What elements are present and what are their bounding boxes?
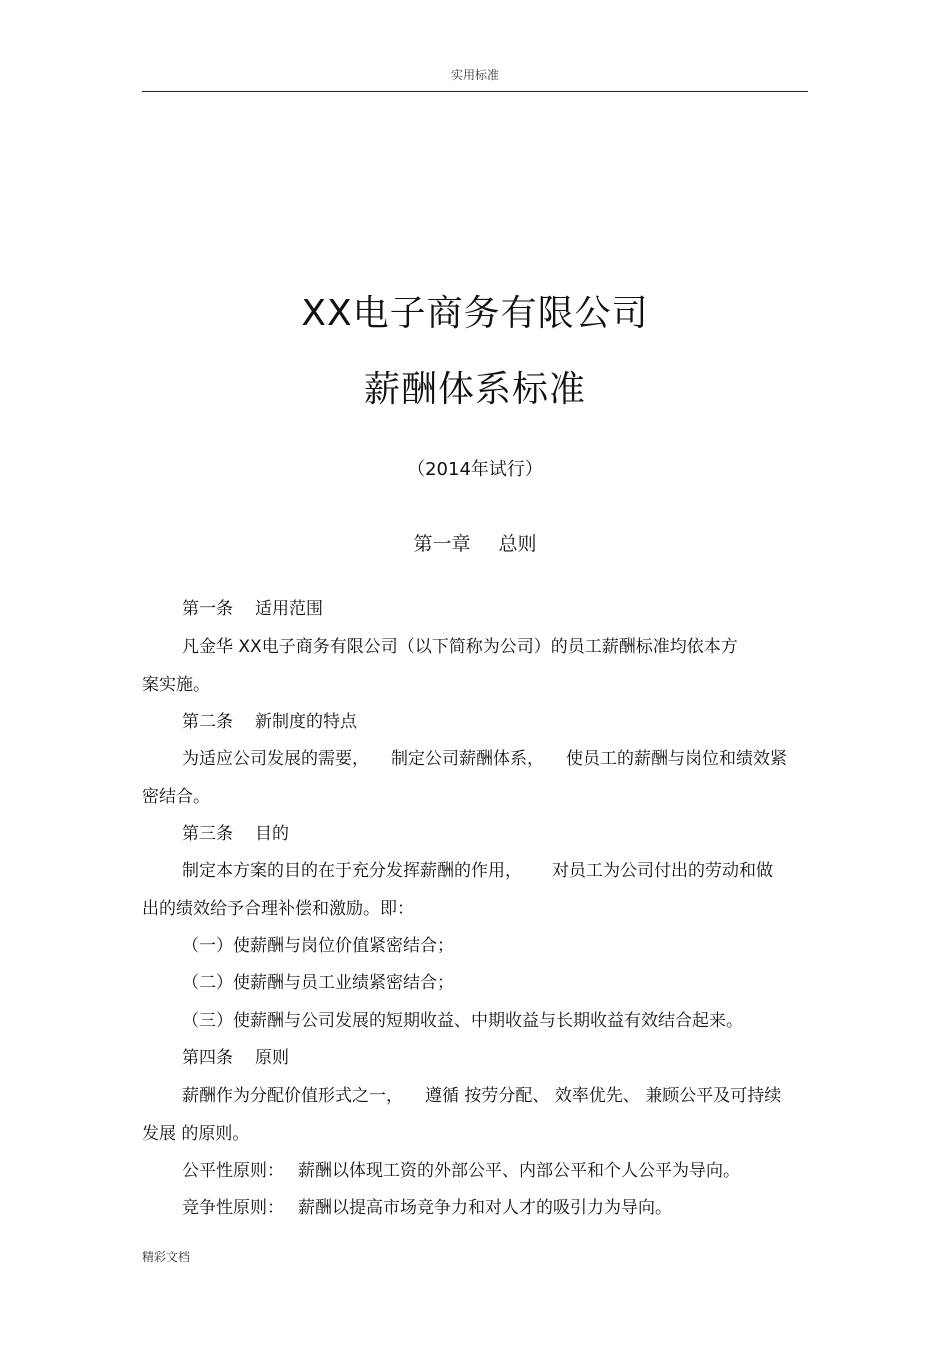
article-3-name: 目的 <box>255 824 289 844</box>
chapter-name: 总则 <box>498 533 537 555</box>
article-3-number: 第三条 <box>182 824 233 844</box>
document-title-company: XX电子商务有限公司 <box>301 293 649 334</box>
article-1-number: 第一条 <box>182 599 233 619</box>
article-3-heading <box>182 822 289 846</box>
document-trial-note: （2014年试行） <box>407 459 543 480</box>
article-4-heading <box>182 1046 289 1070</box>
article-4-text-b: 遵循 按劳分配、 效率优先、 兼顾公平及可持续 <box>425 1086 782 1106</box>
article-3-list-item-2: （二）使薪酬与员工业绩紧密结合； <box>182 973 454 993</box>
competitiveness-principle <box>182 1196 672 1220</box>
article-4-number: 第四条 <box>182 1048 233 1068</box>
page-header: 实用标准 <box>450 68 499 82</box>
article-4-paragraph-line2: 发展 的原则。 <box>142 1124 250 1144</box>
article-1-paragraph-line1: 凡金华 XX电子商务有限公司（以下简称为公司）的员工薪酬标准均依本方 <box>182 637 738 657</box>
article-2-heading <box>182 710 357 734</box>
page-footer: 精彩文档 <box>142 1250 191 1264</box>
article-2-paragraph-line1 <box>182 747 787 771</box>
chapter-number: 第一章 <box>413 533 471 555</box>
competitiveness-principle-label: 竞争性原则： <box>182 1198 284 1218</box>
article-4-name: 原则 <box>255 1048 289 1068</box>
article-2-name: 新制度的特点 <box>255 712 357 732</box>
article-3-text-a: 制定本方案的目的在于充分发挥薪酬的作用， <box>182 861 522 881</box>
header-divider <box>142 91 808 92</box>
fairness-principle-label: 公平性原则： <box>182 1161 284 1181</box>
article-1-name: 适用范围 <box>255 599 323 619</box>
article-3-list-item-3: （三）使薪酬与公司发展的短期收益、中期收益与长期收益有效结合起来。 <box>182 1011 743 1031</box>
competitiveness-principle-text: 薪酬以提高市场竞争力和对人才的吸引力为导向。 <box>298 1198 672 1218</box>
chapter-heading <box>0 529 950 556</box>
article-4-paragraph-line1 <box>182 1084 781 1108</box>
document-title-main: 薪酬体系标准 <box>363 369 586 410</box>
fairness-principle-text: 薪酬以体现工资的外部公平、内部公平和个人公平为导向。 <box>298 1161 740 1181</box>
article-3-paragraph-line1 <box>182 859 773 883</box>
article-2-paragraph-line2: 密结合。 <box>142 787 210 807</box>
article-2-text-b: 制定公司薪酬体系， <box>391 749 544 769</box>
article-2-text-a: 为适应公司发展的需要， <box>182 749 369 769</box>
article-2-text-c: 使员工的薪酬与岗位和绩效紧 <box>566 749 787 769</box>
article-1-paragraph-line2: 案实施。 <box>142 675 210 695</box>
article-1-heading <box>182 597 323 621</box>
article-3-list-item-1: （一）使薪酬与岗位价值紧密结合； <box>182 936 454 956</box>
article-2-number: 第二条 <box>182 712 233 732</box>
article-3-paragraph-line2: 出的绩效给予合理补偿和激励。即： <box>142 899 414 919</box>
fairness-principle <box>182 1159 740 1183</box>
article-4-text-a: 薪酬作为分配价值形式之一， <box>182 1086 403 1106</box>
article-3-text-b: 对员工为公司付出的劳动和做 <box>552 861 773 881</box>
